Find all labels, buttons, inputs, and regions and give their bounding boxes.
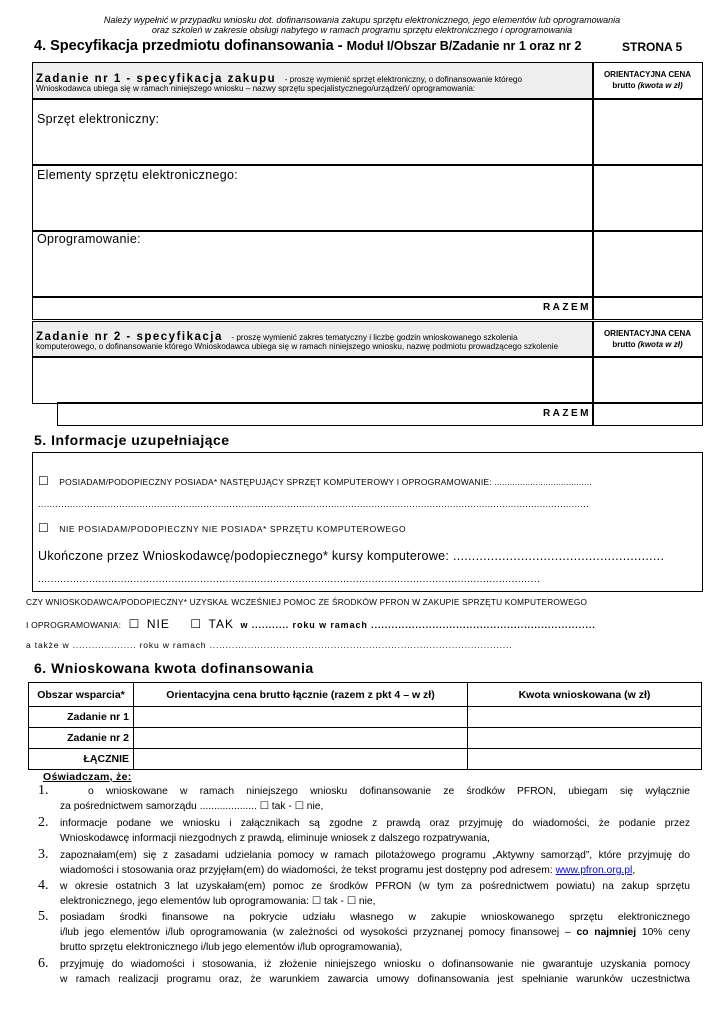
oswiadczam-item-4-tak-nie[interactable]: elektronicznego, jego elementów lub oprogramowania: ☐ tak - ☐ nie, — [60, 896, 376, 907]
zadanie2-price-cell[interactable] — [592, 356, 703, 404]
pomoc-tak-label: TAK — [208, 617, 234, 631]
zadanie1-razem-row — [32, 296, 594, 320]
nie-posiada-label: NIE POSIADAM/PODOPIECZNY NIE POSIADA* SPRZĘTU KOMPUTEROWEGO — [59, 524, 407, 534]
section4-title — [34, 38, 581, 54]
zadanie1-razem-label: RAZEM — [542, 302, 591, 313]
cena-cell[interactable] — [134, 749, 468, 770]
pfron-link[interactable]: www.pfron.org.pl — [555, 865, 633, 876]
kwota-table — [28, 682, 702, 770]
zadanie2-price-h1: ORIENTACYJNA CENA — [603, 329, 692, 338]
zadanie2-desc-b: komputerowego, o dofinansowanie którego Wnioskodawca ubiega się w ramach niniejszego wniosku, nazwę podmiotu prowadzącego szkolenie — [36, 342, 559, 351]
zadanie2-razem-label: RAZEM — [542, 408, 591, 419]
oswiadczam-item: 1. o wnioskowane w ramach niniejszego wniosku dofinansowanie ze środków PFRON, ubiegam się wyłącznie za pośrednictwem samorządu .................... ☐ tak - ☐ nie, — [38, 783, 690, 812]
kwota-cell[interactable] — [468, 707, 702, 728]
nie-posiada-checkbox[interactable]: ☐ — [38, 521, 49, 535]
zadanie1-row-oprogramowanie[interactable] — [32, 230, 594, 298]
zadanie1-header — [32, 62, 594, 100]
oswiadczam-item: 3. zapoznałam(em) się z zasadami udzielania pomocy w ramach pilotażowego programu „Aktywny samorząd”, które przyjmuję do wiadomości i stosowania oraz przyjęłam(em) do wiadomości, że tekst programu jest dostępny pod adresem: www.pfron.org.pl, — [38, 847, 690, 876]
row-label: Zadanie nr 1 — [29, 707, 134, 728]
zadanie1-price-cell[interactable] — [592, 230, 703, 298]
pomoc-w-roku[interactable]: w ........... roku w ramach .................................................................. — [240, 620, 596, 630]
zadanie1-row-elementy[interactable] — [32, 164, 594, 232]
zadanie1-razem-cell[interactable] — [592, 296, 703, 320]
zadanie1-row-label: Oprogramowanie: — [37, 232, 141, 246]
header-note-1: Należy wypełnić w przypadku wniosku dot. dofinansowania zakupu sprzętu elektronicznego, jego elementów lub oprogramowania — [103, 15, 621, 25]
posiada-row — [38, 472, 592, 490]
zadanie1-desc-a: - proszę wymienić sprzęt elektroniczny, o dofinansowanie którego — [284, 75, 523, 84]
kursy-line[interactable]: Ukończone przez Wnioskodawcę/podopiecznego* kursy komputerowe: ........................................................ — [38, 549, 665, 563]
zadanie2-price-h2: brutto (kwota w zł) — [612, 340, 683, 349]
zadanie2-price-header — [592, 321, 703, 358]
header-note-2: oraz szkoleń w zakresie obsługi nabytego w ramach programu sprzętu elektronicznego i oprogramowania — [151, 25, 573, 35]
row-label: Zadanie nr 2 — [29, 728, 134, 749]
oswiadczam-item: 6. przyjmuję do wiadomości i stosowania, iż złożenie niniejszego wniosku o dofinansowanie nie gwarantuje uzyskania pomocy w ramach realizacji programu oraz, że warunkiem zawarcia umowy dofinansowania jest spełnianie warunków uczestnictwa — [38, 956, 690, 985]
pomoc-oprogramowania: I OPROGRAMOWANIA: — [26, 620, 122, 630]
nie-posiada-row — [38, 519, 406, 537]
zadanie1-price-h2: brutto (kwota w zł) — [612, 81, 683, 90]
zadanie2-title: Zadanie nr 2 - specyfikacja — [36, 331, 223, 343]
pomoc-nie-checkbox[interactable]: ☐ — [128, 617, 140, 631]
col-cena: Orientacyjna cena brutto łącznie (razem z pkt 4 – w zł) — [134, 683, 468, 707]
posiada-dots[interactable]: .............................................................................................................................................................................................. — [38, 499, 590, 509]
zadanie1-price-cell[interactable] — [592, 164, 703, 232]
col-obszar: Obszar wsparcia* — [29, 683, 134, 707]
oswiadczam-item-1-tak-nie[interactable]: za pośrednictwem samorządu .................... ☐ tak - ☐ nie, — [60, 801, 324, 812]
posiada-label: POSIADAM/PODOPIECZNY POSIADA* NASTĘPUJĄCY SPRZĘT KOMPUTEROWY I OPROGRAMOWANIE: ...................................... — [59, 477, 592, 487]
kwota-cell[interactable] — [468, 749, 702, 770]
posiada-checkbox[interactable]: ☐ — [38, 474, 49, 488]
table-row — [29, 707, 702, 728]
zadanie1-price-cell[interactable] — [592, 98, 703, 166]
zadanie2-spec-cell[interactable] — [32, 356, 594, 404]
zadanie1-row-sprzet[interactable] — [32, 98, 594, 166]
zadanie1-row-label: Elementy sprzętu elektronicznego: — [37, 168, 238, 182]
zadanie1-row-label: Sprzęt elektroniczny: — [37, 112, 160, 126]
zadanie2-desc-a: - proszę wymienić zakres tematyczny i liczbę godzin wnioskowanego szkolenia — [231, 333, 518, 342]
zadanie1-price-h1: ORIENTACYJNA CENA — [603, 70, 692, 79]
section4-title-main: 4. Specyfikacja przedmiotu dofinansowania - — [34, 38, 347, 54]
zadanie1-title: Zadanie nr 1 - specyfikacja zakupu — [36, 73, 277, 85]
section4-title-sub: Moduł I/Obszar B/Zadanie nr 1 oraz nr 2 — [346, 39, 582, 53]
zadanie1-price-header — [592, 62, 703, 100]
pomoc-nie-label: NIE — [146, 617, 170, 631]
pomoc-question: CZY WNIOSKODAWCA/PODOPIECZNY* UZYSKAŁ WCZEŚNIEJ POMOC ZE ŚRODKÓW PFRON W ZAKUPIE SPRZĘTU KOMPUTEROWEGO — [26, 597, 588, 607]
kwota-cell[interactable] — [468, 728, 702, 749]
zadanie2-razem-row — [57, 402, 594, 426]
cena-cell[interactable] — [134, 707, 468, 728]
oswiadczam-list — [38, 784, 690, 989]
pomoc-takze[interactable]: a także w .................... roku w ramach ............................................................................................... — [26, 640, 513, 650]
page-number: STRONA 5 — [622, 40, 683, 54]
col-kwota: Kwota wnioskowana (w zł) — [468, 683, 702, 707]
cena-cell[interactable] — [134, 728, 468, 749]
section6-title: 6. Wnioskowana kwota dofinansowania — [34, 660, 314, 676]
zadanie2-header — [32, 321, 594, 358]
section5-title: 5. Informacje uzupełniające — [34, 432, 230, 448]
oswiadczam-item: 4. w okresie ostatnich 3 lat uzyskałam(em) pomoc ze środków PFRON (w tym za pośrednictwem powiatu) na zakup sprzętu elektronicznego, jego elementów lub oprogramowania: ☐ tak - ☐ nie, — [38, 878, 690, 907]
table-header-row — [29, 683, 702, 707]
table-row — [29, 728, 702, 749]
pomoc-tak-checkbox[interactable]: ☐ — [190, 617, 202, 631]
table-row — [29, 749, 702, 770]
zadanie2-razem-cell[interactable] — [592, 402, 703, 426]
kursy-dots[interactable]: .............................................................................................................................................................. — [38, 574, 541, 585]
oswiadczam-item: 5. posiadam środki finansowe na pokrycie udziału własnego w zakupie wnioskowanego sprzętu elektronicznego i/lub jego elementów i/lub oprogramowania (w zależności od wysokości przyznanej pomocy finansowej – co najmniej 10% ceny brutto sprzętu elektronicznego i/lub jego elementów i/lub oprogramowania), — [38, 909, 690, 953]
zadanie1-desc-b: Wnioskodawca ubiega się w ramach niniejszego wniosku – nazwy sprzętu specjalistycznego/urządzeń/ oprogramowania: — [36, 84, 476, 93]
oswiadczam-item: 2. informacje podane we wniosku i załącznikach są zgodne z prawdą oraz przyjmuję do wiadomości, że podanie przez Wnioskodawcę informacji niezgodnych z prawdą, eliminuje wniosek z dalszego rozpatrywania, — [38, 815, 690, 844]
row-label: ŁĄCZNIE — [29, 749, 134, 770]
oswiadczam-title: Oświadczam, że: — [43, 771, 132, 783]
pomoc-answer-row — [26, 615, 596, 633]
